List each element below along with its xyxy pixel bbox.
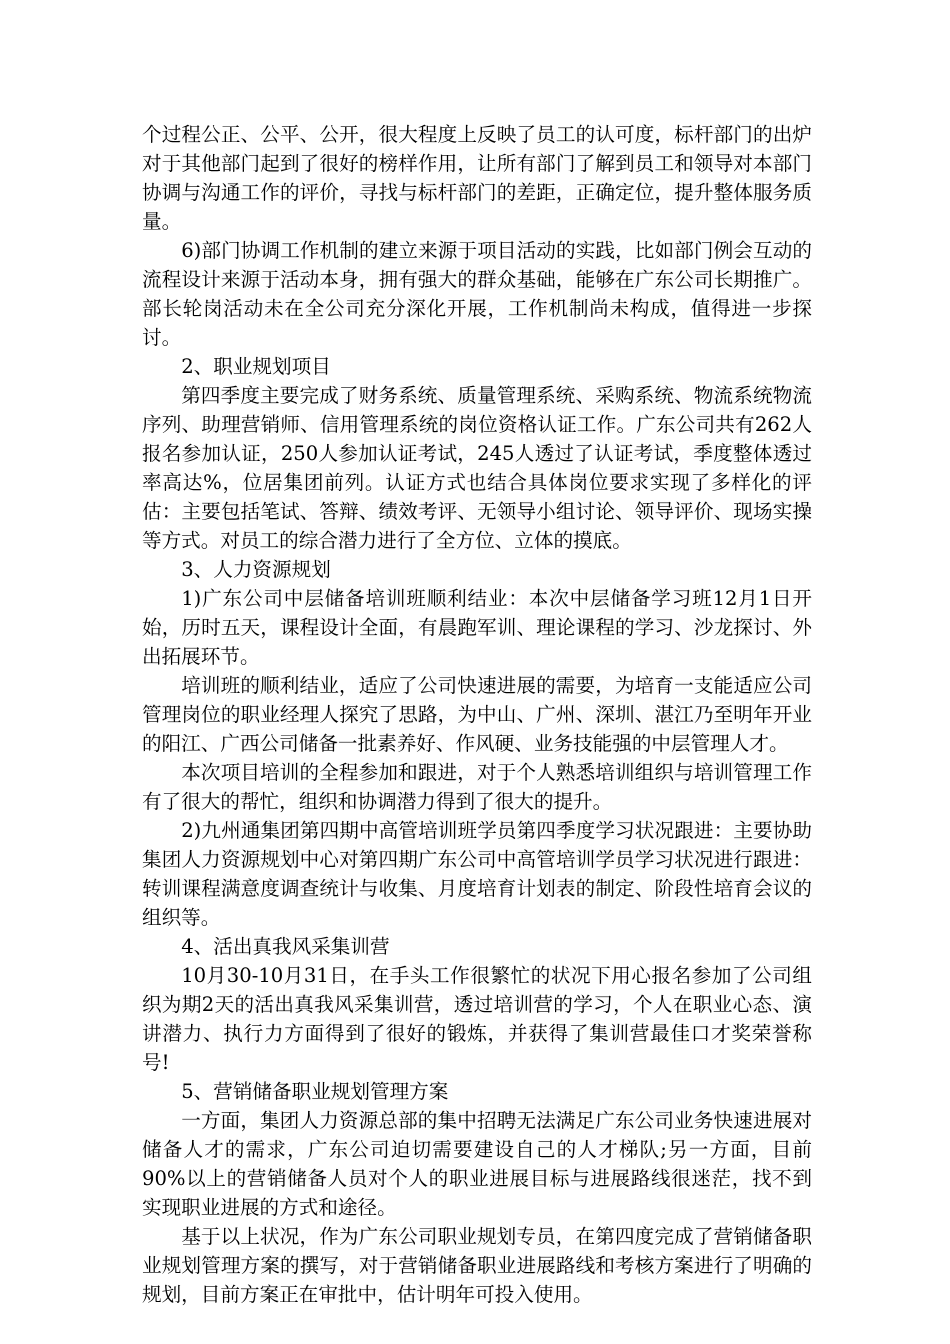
section-heading-hr-planning: 3、人力资源规划 <box>181 558 331 581</box>
paragraph-reserve-training: 1)广东公司中层储备培训班顺利结业：本次中层储备学习班12月1日开始，历时五天，课程设计全面，有晨跑军训、理论课程的学习、沙龙探讨、外出拓展环节。 <box>142 587 812 668</box>
paragraph-coordination-mechanism: 6)部门协调工作机制的建立来源于项目活动的实践，比如部门例会互动的流程设计来源于活动本身，拥有强大的群众基础，能够在广东公司长期推广。部长轮岗活动未在全公司充分深化开展，工作机制尚未构成，值得进一步探讨。 <box>142 239 812 349</box>
paragraph-certification: 第四季度主要完成了财务系统、质量管理系统、采购系统、物流系统物流序列、助理营销师、信用管理系统的岗位资格认证工作。广东公司共有262人报名参加认证，250人参加认证考试，245人透过了认证考试，季度整体透过率高达%，位居集团前列。认证方式也结合具体岗位要求实现了多样化的评估：主要包括笔试、答辩、绩效考评、无领导小组讨论、领导评价、现场实操等方式。对员工的综合潜力进行了全方位、立体的摸底。 <box>142 384 812 552</box>
paragraph-training-completion: 培训班的顺利结业，适应了公司快速进展的需要，为培育一支能适应公司管理岗位的职业经理人探究了思路，为中山、广州、深圳、湛江乃至明年开业的阳江、广西公司储备一批素养好、作风硬、业务技能强的中层管理人才。 <box>142 674 812 755</box>
paragraph-senior-training-followup: 2)九州通集团第四期中高管培训班学员第四季度学习状况跟进：主要协助集团人力资源规划中心对第四期广东公司中高管培训学员学习状况进行跟进：转训课程满意度调查统计与收集、月度培育计划表的制定、阶段性培育会议的组织等。 <box>142 819 812 929</box>
section-heading-career-planning: 2、职业规划项目 <box>181 355 331 378</box>
paragraph-continuation: 个过程公正、公平、公开，很大程度上反映了员工的认可度，标杆部门的出炉对于其他部门起到了很好的榜样作用，让所有部门了解到员工和领导对本部门协调与沟通工作的评价，寻找与标杆部门的差距，正确定位，提升整体服务质量。 <box>142 123 812 233</box>
section-heading-camp: 4、活出真我风采集训营 <box>181 935 390 958</box>
document-body <box>142 120 812 1309</box>
paragraph-project-participation: 本次项目培训的全程参加和跟进，对于个人熟悉培训组织与培训管理工作有了很大的帮忙，组织和协调潜力得到了很大的提升。 <box>142 761 812 813</box>
paragraph-talent-demand: 一方面，集团人力资源总部的集中招聘无法满足广东公司业务快速进展对储备人才的需求，广东公司迫切需要建设自己的人才梯队;另一方面，目前90%以上的营销储备人员对个人的职业进展目标与进展路线很迷茫，找不到实现职业进展的方式和途径。 <box>142 1109 812 1219</box>
paragraph-camp: 10月30-10月31日，在手头工作很繁忙的状况下用心报名参加了公司组织为期2天的活出真我风采集训营，透过培训营的学习，个人在职业心态、演讲潜力、执行力方面得到了很好的锻炼，并获得了集训营最佳口才奖荣誉称号! <box>142 964 812 1074</box>
paragraph-plan-drafting: 基于以上状况，作为广东公司职业规划专员，在第四度完成了营销储备职业规划管理方案的撰写，对于营销储备职业进展路线和考核方案进行了明确的规划，目前方案正在审批中，估计明年可投入使用。 <box>142 1225 812 1306</box>
section-heading-marketing-plan: 5、营销储备职业规划管理方案 <box>181 1080 449 1103</box>
